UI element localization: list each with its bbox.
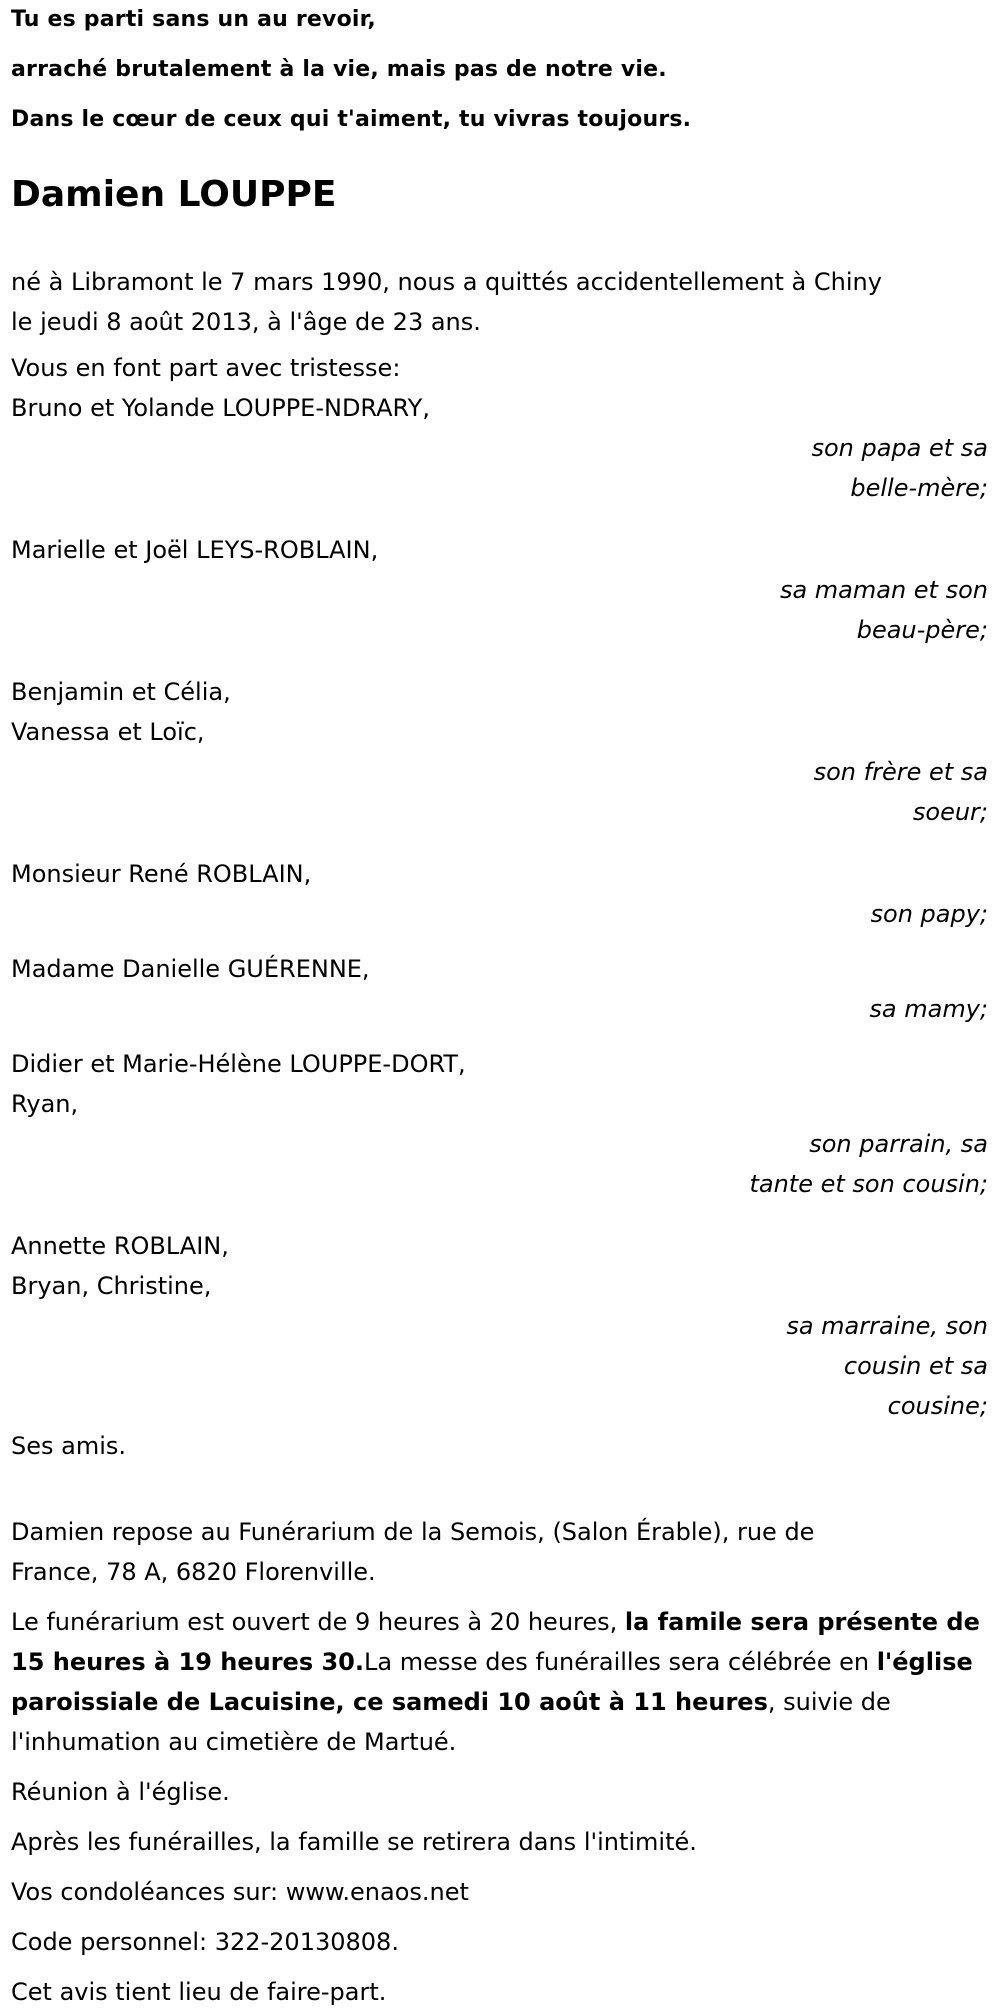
family-presence: la famile sera présente de 15 heures à 19 heures 30. <box>11 1608 980 1676</box>
family-names: Bryan, Christine, <box>11 1272 212 1300</box>
poem <box>11 0 988 132</box>
family-names: Vanessa et Loïc, <box>11 718 205 746</box>
poem-line: Tu es parti sans un au revoir, <box>11 7 376 32</box>
relation-line: cousine; <box>887 1392 988 1420</box>
condolences-info: Vos condoléances sur: www.enaos.net <box>11 1878 469 1906</box>
relation-line: belle-mère; <box>850 474 988 502</box>
intro-line: né à Libramont le 7 mars 1990, nous a quittés accidentellement à Chiny <box>11 268 882 296</box>
relation-line: beau-père; <box>856 616 988 644</box>
repose-line: Damien repose au Funérarium de la Semois, (Salon Érable), rue de <box>11 1518 815 1546</box>
family-relation <box>658 1124 988 1204</box>
repose-line: France, 78 A, 6820 Florenville. <box>11 1558 376 1586</box>
family-names: Marielle et Joël LEYS-ROBLAIN, <box>11 536 379 564</box>
relation-line: son frère et sa <box>813 758 988 786</box>
personal-code: Code personnel: 322-20130808. <box>11 1928 399 1956</box>
relation-line: sa mamy; <box>869 995 988 1023</box>
relation-line: soeur; <box>912 798 988 826</box>
family-relation <box>658 428 988 508</box>
family-relation <box>658 1306 988 1426</box>
family-relation <box>658 570 988 650</box>
family-group <box>11 672 988 832</box>
relation-line: son parrain, sa <box>809 1130 988 1158</box>
repose-info <box>11 1512 988 1592</box>
family-names: Annette ROBLAIN, <box>11 1232 229 1260</box>
family-relation <box>658 989 988 1029</box>
opening-hours: Le funérarium est ouvert de 9 heures à 20 heures, <box>11 1608 625 1636</box>
family-names: Didier et Marie-Hélène LOUPPE-DORT, <box>11 1050 466 1078</box>
friends-line: Ses amis. <box>11 1432 127 1460</box>
deceased-name: Damien LOUPPE <box>11 174 337 215</box>
poem-line: Dans le cœur de ceux qui t'aiment, tu vivras toujours. <box>11 107 692 132</box>
after-funeral-info: Après les funérailles, la famille se retirera dans l'intimité. <box>11 1828 697 1856</box>
mass-intro: La messe des funérailles sera célébrée en <box>363 1648 877 1676</box>
birth-death-info <box>11 262 988 342</box>
relation-line: son papa et sa <box>811 434 988 462</box>
family-names: Madame Danielle GUÉRENNE, <box>11 955 370 983</box>
family-names: Benjamin et Célia, <box>11 678 231 706</box>
family-relation <box>658 752 988 832</box>
relation-line: cousin et sa <box>843 1352 988 1380</box>
intro-line: le jeudi 8 août 2013, à l'âge de 23 ans. <box>11 308 481 336</box>
family-names: Ryan, <box>11 1090 79 1118</box>
relation-line: son papy; <box>870 900 988 928</box>
poem-line: arraché brutalement à la vie, mais pas de notre vie. <box>11 57 667 82</box>
announcement: Vous en font part avec tristesse: <box>11 354 401 382</box>
family-names: Bruno et Yolande LOUPPE-NDRARY, <box>11 394 430 422</box>
family-group <box>11 1044 988 1204</box>
funeral-details <box>11 1512 988 2012</box>
burial-info: , suivie de l'inhumation au cimetière de Martué. <box>11 1688 891 1756</box>
family-group <box>11 1226 988 1426</box>
family-relation <box>658 894 988 934</box>
funerarium-info <box>11 1602 988 1762</box>
family-group <box>11 530 988 650</box>
family-names: Monsieur René ROBLAIN, <box>11 860 312 888</box>
meeting-info: Réunion à l'église. <box>11 1778 230 1806</box>
family-group <box>11 949 988 1029</box>
relation-line: sa maman et son <box>779 576 988 604</box>
mass-location-time: l'église paroissiale de Lacuisine, ce samedi 10 août à 11 heures <box>11 1648 973 1716</box>
notice-line: Cet avis tient lieu de faire-part. <box>11 1978 387 2006</box>
family-group <box>11 388 988 508</box>
relation-line: tante et son cousin; <box>749 1170 988 1198</box>
family-group <box>11 854 988 934</box>
relation-line: sa marraine, son <box>786 1312 988 1340</box>
